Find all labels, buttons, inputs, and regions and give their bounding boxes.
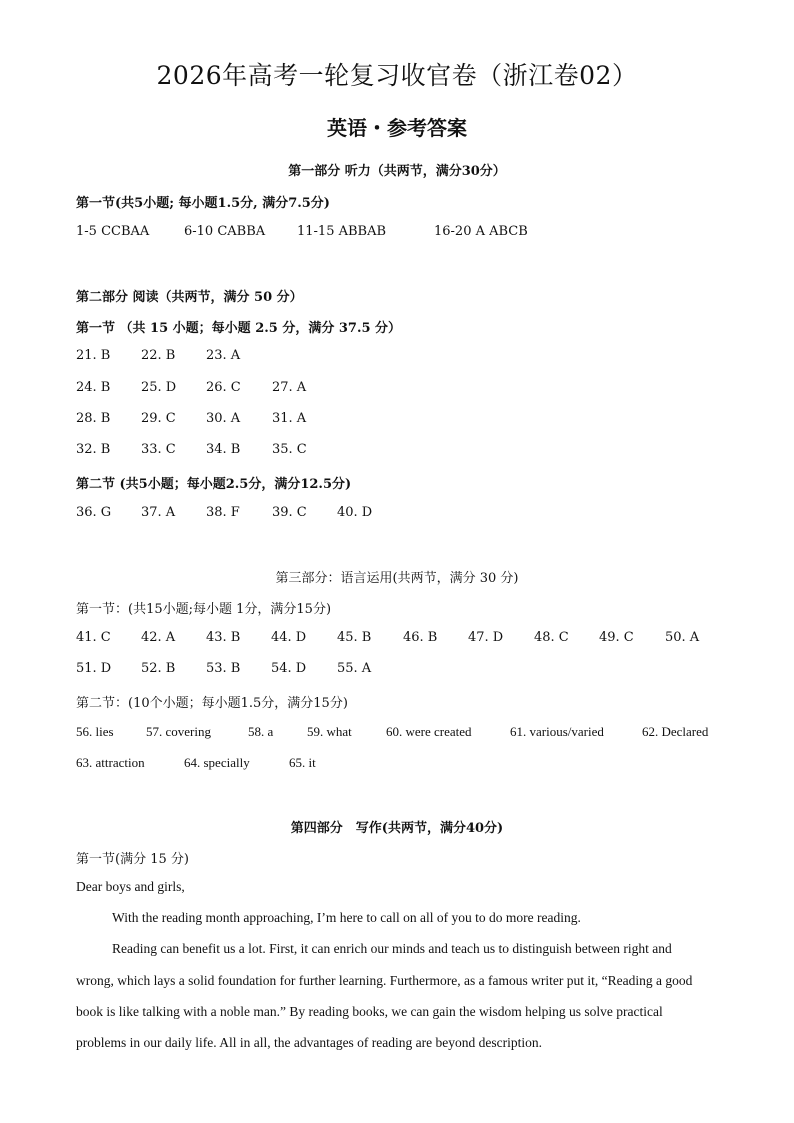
answer-item: 40. D xyxy=(337,505,373,520)
letter-paragraph-line: book is like talking with a noble man.” By reading books, we can gain the wisdom helping us solve practical xyxy=(76,1004,663,1019)
answer-item: 65. it xyxy=(289,755,316,770)
part2-section2-heading: 第二节 (共5小题；每小题2.5分，满分12.5分) xyxy=(76,477,352,492)
answer-item: 53. B xyxy=(206,661,241,676)
part2-section1-heading: 第一节 （共 15 小题；每小题 2.5 分，满分 37.5 分） xyxy=(76,321,402,336)
answer-item: 27. A xyxy=(272,380,307,395)
answer-item: 55. A xyxy=(337,661,372,676)
letter-paragraph-line: Reading can benefit us a lot. First, it can enrich our minds and teach us to distinguish between right and xyxy=(112,941,672,956)
answer-item: 57. covering xyxy=(146,724,211,739)
answer-item: 26. C xyxy=(206,380,241,395)
answer-item: 49. C xyxy=(599,630,634,645)
answer-item: 33. C xyxy=(141,442,176,457)
answer-item: 43. B xyxy=(206,630,241,645)
answer-item: 46. B xyxy=(403,630,438,645)
answer-item: 42. A xyxy=(141,630,176,645)
answer-item: 38. F xyxy=(206,505,240,520)
answer-item: 24. B xyxy=(76,380,111,395)
answer-item: 62. Declared xyxy=(642,724,709,739)
answer-item: 60. were created xyxy=(386,724,472,739)
answer-item: 31. A xyxy=(272,411,307,426)
answer-item: 28. B xyxy=(76,411,111,426)
answer-item: 58. a xyxy=(248,724,274,739)
answer-item: 21. B xyxy=(76,348,111,363)
answer-item: 16-20 A ABCB xyxy=(434,224,528,239)
part3-heading: 第三部分：语言运用(共两节，满分 30 分) xyxy=(275,571,519,586)
part1-heading: 第一部分 听力（共两节，满分30分） xyxy=(288,164,506,179)
answer-item: 45. B xyxy=(337,630,372,645)
part4-heading: 第四部分 写作(共两节，满分40分) xyxy=(290,821,504,836)
answer-item: 36. G xyxy=(76,505,112,520)
answer-item: 11-15 ABBAB xyxy=(297,224,387,239)
answer-item: 51. D xyxy=(76,661,112,676)
letter-paragraph-line: problems in our daily life. All in all, the advantages of reading are beyond description. xyxy=(76,1035,542,1050)
answer-item: 44. D xyxy=(271,630,307,645)
answer-item: 35. C xyxy=(272,442,307,457)
answer-item: 47. D xyxy=(468,630,504,645)
answer-item: 39. C xyxy=(272,505,307,520)
answer-item: 6-10 CABBA xyxy=(184,224,266,239)
answer-item: 34. B xyxy=(206,442,241,457)
part3-section1-heading: 第一节：(共15小题;每小题 1分，满分15分) xyxy=(76,602,332,617)
answer-item: 50. A xyxy=(665,630,700,645)
answer-item: 23. A xyxy=(206,348,241,363)
answer-item: 54. D xyxy=(271,661,307,676)
answer-item: 59. what xyxy=(307,724,352,739)
answer-item: 29. C xyxy=(141,411,176,426)
answer-item: 64. specially xyxy=(184,755,250,770)
letter-paragraph-line: With the reading month approaching, I’m here to call on all of you to do more reading. xyxy=(112,910,581,925)
letter-greeting: Dear boys and girls, xyxy=(76,879,185,894)
answer-item: 25. D xyxy=(141,380,177,395)
answer-item: 32. B xyxy=(76,442,111,457)
answer-item: 37. A xyxy=(141,505,176,520)
page-title: 2026年高考一轮复习收官卷（浙江卷02） xyxy=(156,61,638,90)
letter-paragraph-line: wrong, which lays a solid foundation for further learning. Furthermore, as a famous writer put it, “Reading a good xyxy=(76,973,693,988)
part1-section-heading: 第一节(共5小题; 每小题1.5分, 满分7.5分) xyxy=(76,196,330,211)
answer-item: 30. A xyxy=(206,411,241,426)
answer-item: 61. various/varied xyxy=(510,724,604,739)
answer-item: 1-5 CCBAA xyxy=(76,224,150,239)
part4-section1-heading: 第一节(满分 15 分) xyxy=(76,852,189,867)
answer-item: 22. B xyxy=(141,348,176,363)
answer-item: 63. attraction xyxy=(76,755,145,770)
page-subtitle: 英语・参考答案 xyxy=(327,116,467,140)
part3-section2-heading: 第二节：(10个小题；每小题1.5分，满分15分) xyxy=(76,696,348,711)
answer-item: 48. C xyxy=(534,630,569,645)
answer-item: 41. C xyxy=(76,630,111,645)
part2-heading: 第二部分 阅读（共两节，满分 50 分） xyxy=(76,290,303,305)
answer-item: 56. lies xyxy=(76,724,114,739)
answer-item: 52. B xyxy=(141,661,176,676)
